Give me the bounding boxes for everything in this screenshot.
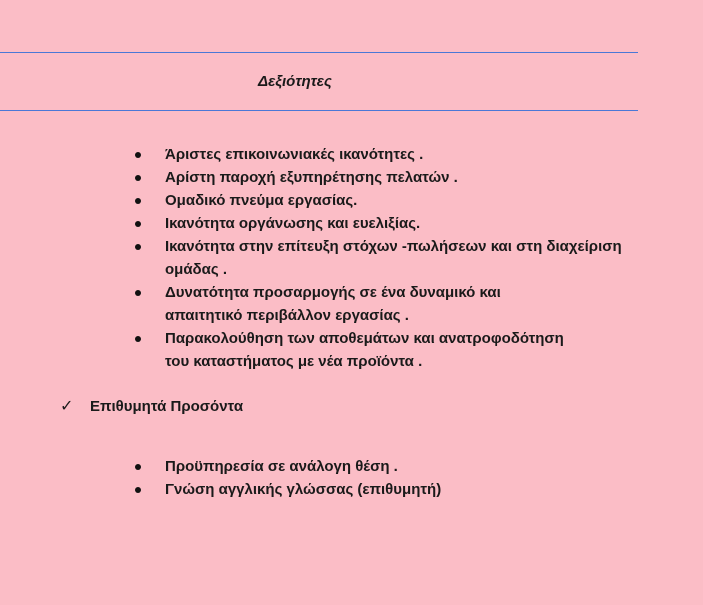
bullet-icon xyxy=(135,464,141,470)
list-item: Παρακολούθηση των αποθεμάτων και ανατροφοδότηση του καταστήματος με νέα προϊόντα . xyxy=(0,327,622,373)
list-item: Ικανότητα οργάνωσης και ευελιξίας. xyxy=(0,212,622,235)
list-item: Ικανότητα στην επίτευξη στόχων -πωλήσεων και στη διαχείριση ομάδας . xyxy=(0,235,622,281)
list-item: Αρίστη παροχή εξυπηρέτησης πελατών . xyxy=(0,166,622,189)
list-item: Ομαδικό πνεύμα εργασίας. xyxy=(0,189,622,212)
desired-qualifications-heading xyxy=(60,395,243,418)
bottom-divider xyxy=(0,110,638,111)
section-title: Δεξιότητες xyxy=(258,73,332,90)
list-item: Δυνατότητα προσαρμογής σε ένα δυναμικό και απαιτητικό περιβάλλον εργασίας . xyxy=(0,281,622,327)
bullet-icon xyxy=(135,244,141,250)
bullet-icon xyxy=(135,175,141,181)
bullet-icon xyxy=(135,290,141,296)
list-item: Άριστες επικοινωνιακές ικανότητες . xyxy=(0,143,622,166)
desired-list xyxy=(0,455,441,501)
bullet-icon xyxy=(135,221,141,227)
skills-list xyxy=(0,143,622,373)
bullet-icon xyxy=(135,198,141,204)
list-item: Γνώση αγγλικής γλώσσας (επιθυμητή) xyxy=(0,478,441,501)
checkmark-icon: ✓ xyxy=(60,398,74,415)
bullet-icon xyxy=(135,487,141,493)
desired-heading-label: Επιθυμητά Προσόντα xyxy=(90,398,244,415)
bullet-icon xyxy=(135,152,141,158)
list-item: Προϋπηρεσία σε ανάλογη θέση . xyxy=(0,455,441,478)
bullet-icon xyxy=(135,336,141,342)
top-divider xyxy=(0,52,638,53)
